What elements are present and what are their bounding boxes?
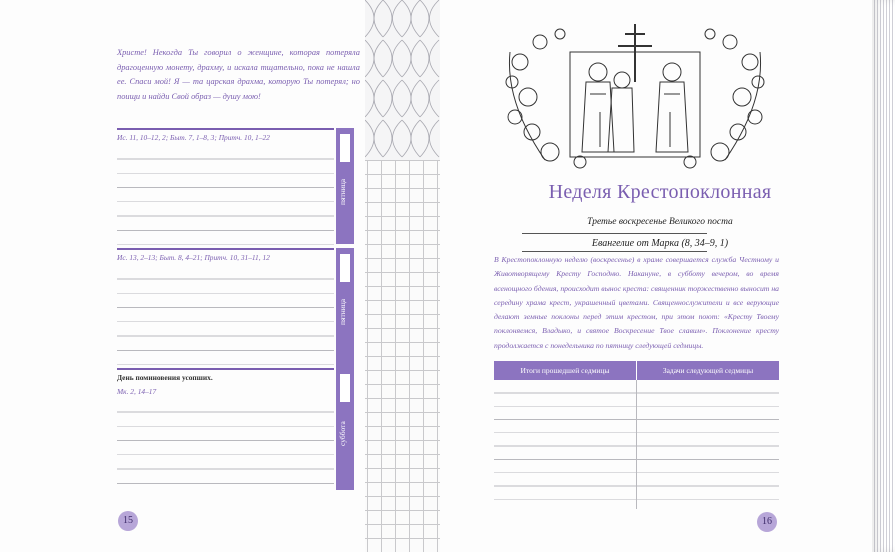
- column-header: Итоги прошедшей седмицы: [494, 361, 637, 380]
- intro-prayer: Христе! Некогда Ты говорил о женщине, которая потеряла драгоценную монету, драхму, и искала тщательно, пока не нашла ее. Спаси мой! Я — та царская драхма, которую Ты потерял; но поищи и найди Свой образ — душу мою!: [117, 48, 360, 101]
- tab-label: пятница: [338, 298, 347, 326]
- gospel-underline: [522, 251, 707, 252]
- reading-ref: Мк. 2, 14–17: [117, 387, 157, 396]
- writing-lines[interactable]: [117, 265, 334, 368]
- day-tab-2[interactable]: [336, 248, 354, 368]
- tab-label: суббота: [338, 421, 347, 447]
- tab-label: пятница: [338, 178, 347, 206]
- writing-lines[interactable]: [117, 398, 334, 488]
- weekly-summary-table: [494, 361, 779, 509]
- column-divider: [636, 380, 637, 509]
- gospel-reference: Евангелие от Марка (8, 34–9, 1): [591, 238, 729, 249]
- table-body[interactable]: [494, 380, 779, 509]
- cross-icon: [618, 24, 652, 82]
- day-tab-3[interactable]: [336, 368, 354, 490]
- page-edges: [872, 0, 895, 552]
- day-block-1: [117, 128, 334, 245]
- page-number-right: 16: [757, 512, 777, 532]
- day-tab-1[interactable]: [336, 128, 354, 244]
- writing-lines[interactable]: [117, 145, 334, 245]
- day-heading: День поминовения усопших.: [117, 368, 334, 385]
- day-block-3: [117, 368, 334, 488]
- ornament-pattern-icon: [365, 0, 440, 160]
- saints-icon: [500, 22, 770, 172]
- reading-ref: Ис. 11, 10–12, 2; Быт. 7, 1–8, 3; Притч. 10, 1–22: [117, 128, 334, 145]
- subtitle-underline: [522, 233, 707, 234]
- subtitle: Третье воскресенье Великого поста: [587, 217, 733, 227]
- page-number-left: 15: [118, 511, 138, 531]
- body-text: В Крестопоклонную неделю (воскресенье) в храме совершается служба Честному и Животворящему Кресту Господню. Накануне, в субботу вечером, во время всенощного бдения, происходит вынос креста: священник торжественно выносит на середину храма крест, украшенный цветами. Священнослужители и все верующие делают земные поклоны перед этим крестом, при этом поют: «Кресту Твоему поклоняемся, Владыко, и святое Воскресение Твое славим». Поклонение кресту продолжается с понедельника по пятницу следующей седмицы.: [494, 255, 779, 350]
- page-title: Неделя Крестопоклонная: [548, 181, 772, 203]
- column-header: Задачи следующей седмицы: [662, 366, 754, 375]
- day-block-2: [117, 248, 334, 368]
- reading-ref: Ис. 13, 2–13; Быт. 8, 4–21; Притч. 10, 31–11, 12: [117, 248, 334, 265]
